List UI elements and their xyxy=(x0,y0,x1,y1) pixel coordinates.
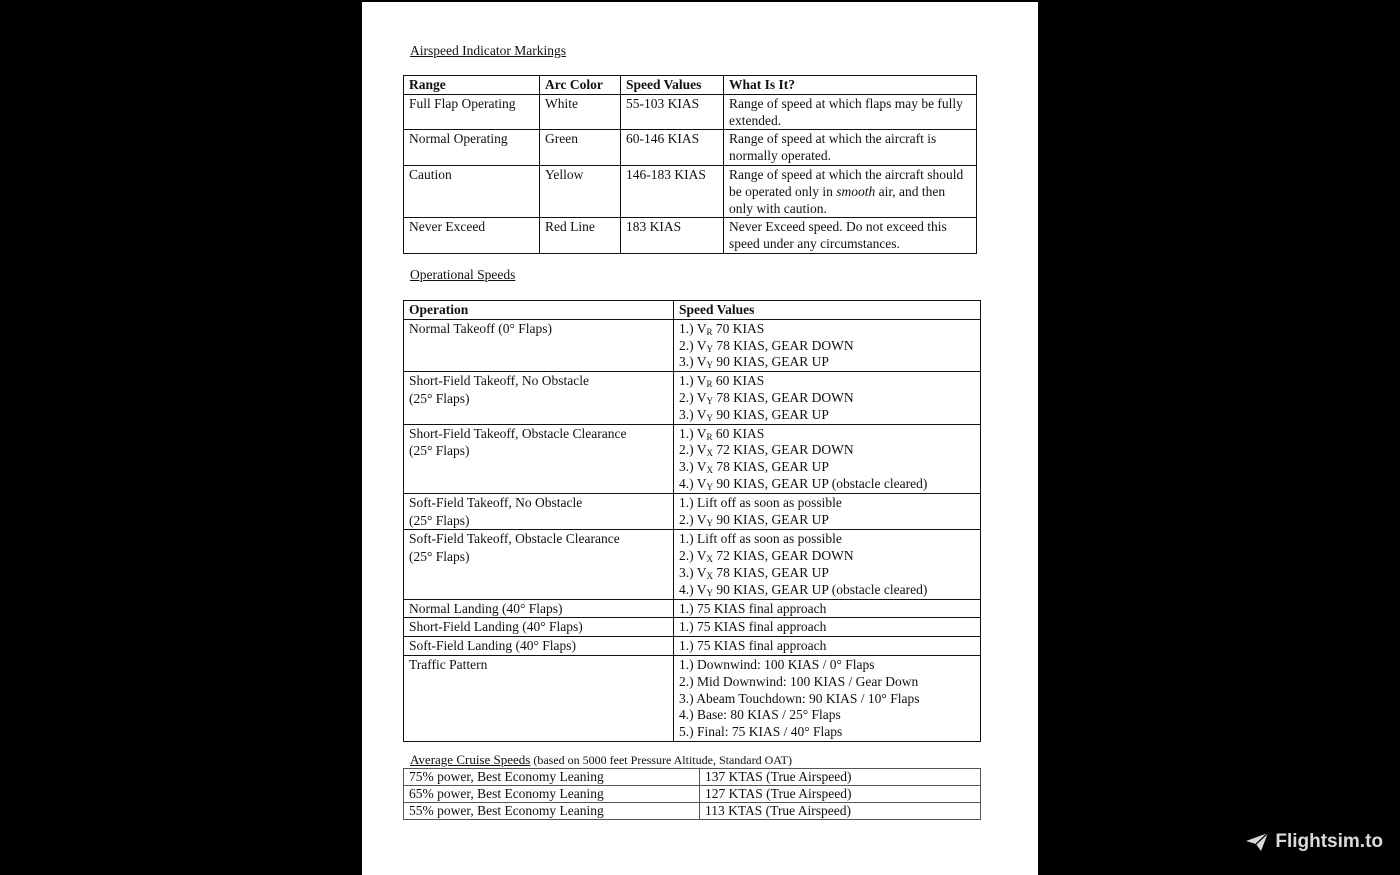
speed-subscript: R xyxy=(706,431,713,442)
table-row xyxy=(404,319,981,371)
speed-line xyxy=(679,390,975,407)
operational-heading: Operational Speeds xyxy=(410,267,516,282)
operation-line: (25° Flaps) xyxy=(409,443,470,459)
speed-line-text: 90 KIAS, GEAR UP xyxy=(713,406,829,422)
description-cell: Never Exceed speed. Do not exceed this speed under any circumstances. xyxy=(724,218,977,254)
table-row xyxy=(404,372,981,424)
operation-line: Soft-Field Takeoff, No Obstacle xyxy=(409,494,583,510)
speed-subscript: Y xyxy=(706,481,714,492)
operation-line: Soft-Field Takeoff, Obstacle Clearance xyxy=(409,531,620,547)
speed-line-text: 78 KIAS, GEAR UP xyxy=(713,459,829,475)
speed-subscript: X xyxy=(706,465,714,476)
speed-values-cell xyxy=(674,372,981,424)
operation-line: Short-Field Takeoff, No Obstacle xyxy=(409,373,590,389)
speed-line-text: 60 KIAS xyxy=(712,425,765,441)
speed-line-text: 90 KIAS, GEAR UP (obstacle cleared) xyxy=(713,581,928,597)
column-header: What Is It? xyxy=(724,76,977,95)
operation-line: Normal Landing (40° Flaps) xyxy=(409,600,563,616)
speed-cell: 55-103 KIAS xyxy=(621,94,724,130)
table-row xyxy=(404,424,981,493)
speed-subscript: Y xyxy=(706,587,714,598)
table-row xyxy=(404,130,977,166)
cruise-speed-cell: 137 KTAS (True Airspeed) xyxy=(700,769,981,786)
cruise-speed-cell: 127 KTAS (True Airspeed) xyxy=(700,786,981,803)
speed-line-text: 70 KIAS xyxy=(712,320,765,336)
operation-line: Normal Takeoff (0° Flaps) xyxy=(409,320,553,336)
speed-line xyxy=(679,707,975,724)
column-header: Operation xyxy=(404,301,674,320)
speed-line xyxy=(679,638,975,655)
power-cell: 65% power, Best Economy Leaning xyxy=(404,786,700,803)
speed-line xyxy=(679,657,975,674)
arc-color-cell: Green xyxy=(540,130,621,166)
speed-line-text: 78 KIAS, GEAR DOWN xyxy=(713,337,854,353)
speed-line-text: 60 KIAS xyxy=(712,373,765,389)
speed-line xyxy=(679,321,975,338)
range-cell: Never Exceed xyxy=(404,218,540,254)
speed-line xyxy=(679,601,975,618)
operational-table-body xyxy=(404,319,981,741)
speed-line-prefix: 3.) V xyxy=(679,459,707,475)
speed-line xyxy=(679,426,975,443)
description-cell: Range of speed at which the aircraft is normally operated. xyxy=(724,130,977,166)
speed-subscript: Y xyxy=(706,343,714,354)
speed-line-prefix: 1.) 75 KIAS final approach xyxy=(679,638,827,654)
speed-line-text: 78 KIAS, GEAR UP xyxy=(713,564,829,580)
speed-line xyxy=(679,619,975,636)
table-row xyxy=(404,655,981,741)
cruise-heading xyxy=(410,752,792,768)
table-row xyxy=(404,637,981,656)
speed-line-prefix: 3.) Abeam Touchdown: 90 KIAS / 10° Flaps xyxy=(679,690,920,706)
cruise-table xyxy=(403,768,981,820)
operation-line: Short-Field Takeoff, Obstacle Clearance xyxy=(409,425,627,441)
speed-line xyxy=(679,442,975,459)
table-row xyxy=(404,786,981,803)
table-row xyxy=(404,599,981,618)
cruise-heading-title: Average Cruise Speeds xyxy=(410,752,531,767)
speed-line xyxy=(679,495,975,512)
operation-cell xyxy=(404,655,674,741)
paper-plane-icon xyxy=(1245,832,1269,852)
speed-line xyxy=(679,459,975,476)
speed-subscript: R xyxy=(706,379,713,390)
speed-line xyxy=(679,691,975,708)
speed-subscript: Y xyxy=(706,517,714,528)
operation-cell xyxy=(404,637,674,656)
operation-cell xyxy=(404,424,674,493)
speed-line-text: 72 KIAS, GEAR DOWN xyxy=(713,442,854,458)
speed-line-prefix: 1.) 75 KIAS final approach xyxy=(679,619,827,635)
speed-line-prefix: 3.) V xyxy=(679,354,707,370)
speed-line-text: 72 KIAS, GEAR DOWN xyxy=(713,548,854,564)
column-header: Speed Values xyxy=(674,301,981,320)
speed-line-prefix: 1.) V xyxy=(679,373,707,389)
range-cell: Caution xyxy=(404,165,540,217)
speed-line-prefix: 2.) V xyxy=(679,389,707,405)
operation-line: (25° Flaps) xyxy=(409,512,470,528)
speed-line xyxy=(679,338,975,355)
power-cell: 75% power, Best Economy Leaning xyxy=(404,769,700,786)
airspeed-table xyxy=(403,75,977,254)
flightsim-watermark xyxy=(1245,831,1383,853)
speed-line xyxy=(679,512,975,529)
speed-line-prefix: 4.) V xyxy=(679,475,707,491)
speed-cell: 60-146 KIAS xyxy=(621,130,724,166)
operation-line: Soft-Field Landing (40° Flaps) xyxy=(409,638,577,654)
operation-cell xyxy=(404,372,674,424)
speed-line-prefix: 2.) V xyxy=(679,548,707,564)
speed-line-text: 90 KIAS, GEAR UP (obstacle cleared) xyxy=(713,475,928,491)
table-header-row xyxy=(404,76,977,95)
operation-line: (25° Flaps) xyxy=(409,390,470,406)
speed-line xyxy=(679,407,975,424)
speed-values-cell xyxy=(674,424,981,493)
operation-cell xyxy=(404,493,674,530)
speed-line-prefix: 2.) V xyxy=(679,442,707,458)
cruise-speed-cell: 113 KTAS (True Airspeed) xyxy=(700,803,981,820)
speed-line xyxy=(679,354,975,371)
column-header: Arc Color xyxy=(540,76,621,95)
speed-line-prefix: 1.) Lift off as soon as possible xyxy=(679,531,842,547)
operation-line: Traffic Pattern xyxy=(409,656,488,672)
speed-values-cell xyxy=(674,599,981,618)
cruise-heading-note: (based on 5000 feet Pressure Altitude, Standard OAT) xyxy=(530,753,792,767)
table-row xyxy=(404,803,981,820)
operation-cell xyxy=(404,530,674,599)
operational-table xyxy=(403,300,981,742)
speed-line xyxy=(679,674,975,691)
speed-line-prefix: 1.) V xyxy=(679,425,707,441)
column-header: Range xyxy=(404,76,540,95)
table-row xyxy=(404,769,981,786)
speed-subscript: Y xyxy=(706,360,714,371)
description-text: air, and then only with caution. xyxy=(729,183,946,216)
speed-subscript: X xyxy=(706,570,714,581)
operation-cell xyxy=(404,319,674,371)
table-row xyxy=(404,165,977,217)
speed-line xyxy=(679,565,975,582)
speed-line xyxy=(679,476,975,493)
speed-line-prefix: 2.) V xyxy=(679,511,707,527)
table-row xyxy=(404,218,977,254)
speed-values-cell xyxy=(674,655,981,741)
speed-line xyxy=(679,548,975,565)
speed-line-text: 90 KIAS, GEAR UP xyxy=(713,354,829,370)
column-header: Speed Values xyxy=(621,76,724,95)
speed-subscript: Y xyxy=(706,395,714,406)
speed-line-text: 78 KIAS, GEAR DOWN xyxy=(713,389,854,405)
table-row xyxy=(404,493,981,530)
arc-color-cell: Yellow xyxy=(540,165,621,217)
operation-line: Short-Field Landing (40° Flaps) xyxy=(409,619,583,635)
table-row xyxy=(404,618,981,637)
speed-subscript: R xyxy=(706,326,713,337)
speed-line-prefix: 5.) Final: 75 KIAS / 40° Flaps xyxy=(679,724,843,740)
speed-line xyxy=(679,724,975,741)
operation-cell xyxy=(404,618,674,637)
airspeed-heading: Airspeed Indicator Markings xyxy=(410,43,566,58)
arc-color-cell: White xyxy=(540,94,621,130)
watermark-text: Flightsim.to xyxy=(1275,831,1383,852)
speed-line-prefix: 3.) V xyxy=(679,406,707,422)
speed-line xyxy=(679,373,975,390)
speed-subscript: Y xyxy=(706,412,714,423)
speed-subscript: X xyxy=(706,554,714,565)
arc-color-cell: Red Line xyxy=(540,218,621,254)
speed-line-prefix: 1.) V xyxy=(679,320,707,336)
speed-line-prefix: 2.) Mid Downwind: 100 KIAS / Gear Down xyxy=(679,673,919,689)
speed-line-prefix: 4.) V xyxy=(679,581,707,597)
speed-values-cell xyxy=(674,530,981,599)
speed-line-prefix: 1.) 75 KIAS final approach xyxy=(679,600,827,616)
speed-values-cell xyxy=(674,637,981,656)
speed-line-prefix: 4.) Base: 80 KIAS / 25° Flaps xyxy=(679,707,841,723)
description-cell xyxy=(724,165,977,217)
speed-values-cell xyxy=(674,493,981,530)
range-cell: Normal Operating xyxy=(404,130,540,166)
speed-cell: 146-183 KIAS xyxy=(621,165,724,217)
speed-line-prefix: 1.) Lift off as soon as possible xyxy=(679,494,842,510)
table-row xyxy=(404,530,981,599)
document-page xyxy=(362,2,1038,875)
speed-line-prefix: 3.) V xyxy=(679,564,707,580)
speed-subscript: X xyxy=(706,448,714,459)
speed-line xyxy=(679,531,975,548)
speed-line-prefix: 1.) Downwind: 100 KIAS / 0° Flaps xyxy=(679,656,875,672)
speed-cell: 183 KIAS xyxy=(621,218,724,254)
speed-line-text: 90 KIAS, GEAR UP xyxy=(713,511,829,527)
description-text: Range of speed at which the aircraft should be operated only in xyxy=(729,166,964,199)
power-cell: 55% power, Best Economy Leaning xyxy=(404,803,700,820)
operation-cell xyxy=(404,599,674,618)
speed-values-cell xyxy=(674,319,981,371)
speed-values-cell xyxy=(674,618,981,637)
speed-line-prefix: 2.) V xyxy=(679,337,707,353)
range-cell: Full Flap Operating xyxy=(404,94,540,130)
speed-line xyxy=(679,582,975,599)
operation-line: (25° Flaps) xyxy=(409,549,470,565)
table-header-row xyxy=(404,301,981,320)
description-cell: Range of speed at which flaps may be fully extended. xyxy=(724,94,977,130)
table-row xyxy=(404,94,977,130)
description-emphasis: smooth xyxy=(836,183,876,199)
